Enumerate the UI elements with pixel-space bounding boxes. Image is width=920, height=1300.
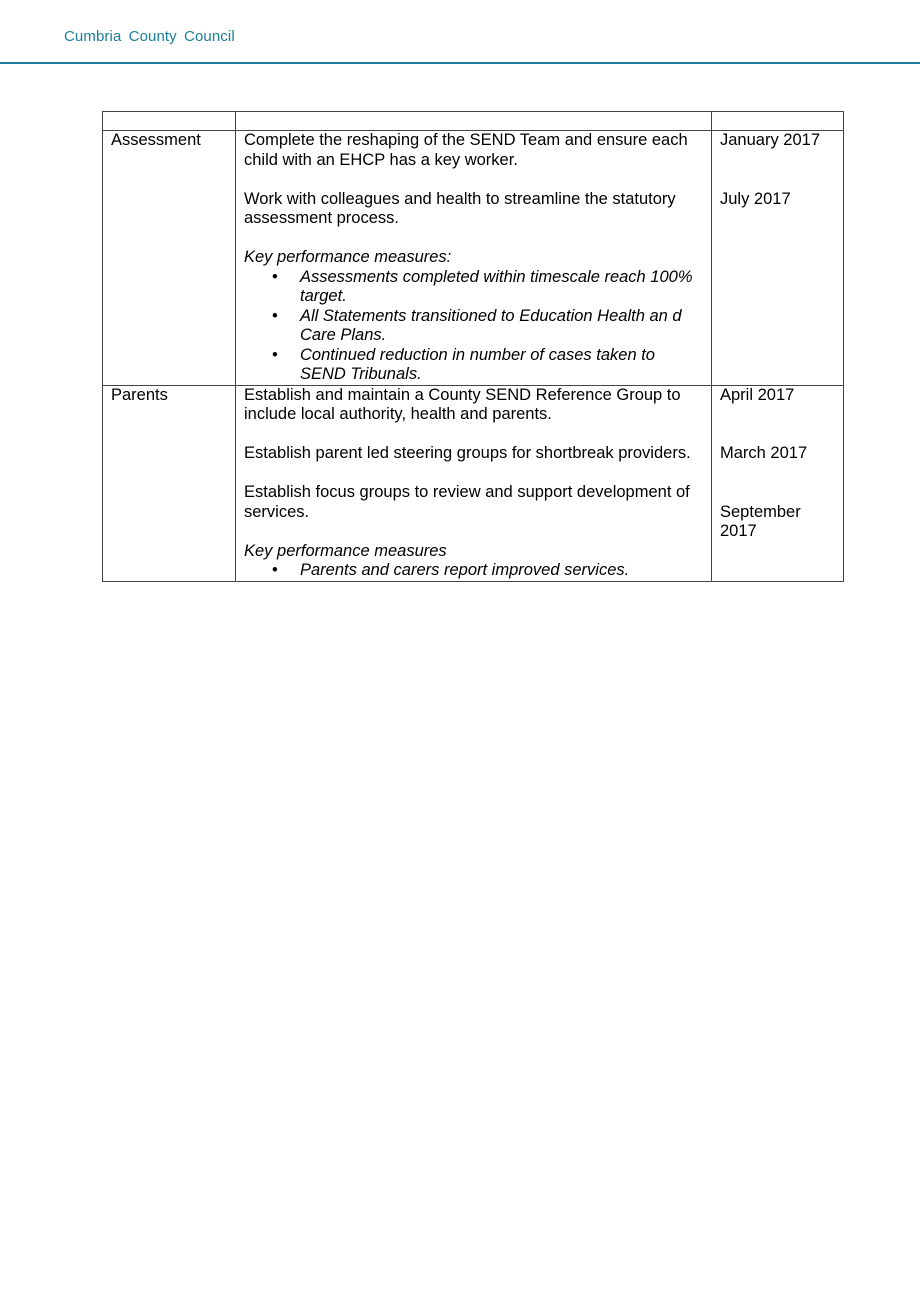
area-cell: [103, 385, 236, 581]
organisation-name: Cumbria County Council: [64, 28, 235, 45]
kpm-list: [244, 561, 704, 581]
kpm-heading: Key performance measures: [244, 541, 447, 560]
area-label: Assessment: [111, 131, 201, 149]
area-label: Parents: [111, 385, 168, 404]
target-date: September 2017: [720, 502, 801, 540]
actions-cell: [236, 131, 712, 386]
table-row: [103, 131, 844, 386]
kpm-item-text: Assessments completed within timescale reach 100% target.: [300, 267, 693, 305]
header-cell-area: [103, 112, 236, 131]
action-text: Establish focus groups to review and support development of services.: [244, 483, 690, 521]
header-cell-dates: [712, 112, 844, 131]
dates-cell: [712, 385, 844, 581]
target-date: July 2017: [720, 189, 791, 208]
target-date: April 2017: [720, 385, 795, 404]
list-item: [244, 268, 704, 307]
bullet-icon: •: [272, 267, 278, 286]
dates-cell: [712, 131, 844, 386]
page-header: [0, 0, 920, 64]
action-plan-table: [102, 111, 844, 582]
table-row: [103, 385, 844, 581]
kpm-item-text: Parents and carers report improved services.: [300, 561, 630, 579]
bullet-icon: •: [272, 306, 278, 325]
action-text: Establish parent led steering groups for shortbreak providers.: [244, 444, 691, 462]
list-item: [244, 346, 704, 385]
list-item: [244, 561, 704, 581]
kpm-item-text: Continued reduction in number of cases taken to SEND Tribunals.: [300, 345, 655, 383]
action-text: Complete the reshaping of the SEND Team and ensure each child with an EHCP has a key worker.: [244, 131, 688, 169]
target-date: March 2017: [720, 444, 808, 462]
kpm-list: [244, 268, 704, 385]
table-header-row: [103, 112, 844, 131]
actions-cell: [236, 385, 712, 581]
bullet-icon: •: [272, 345, 278, 364]
action-text: Establish and maintain a County SEND Reference Group to include local authority, health and parents.: [244, 385, 681, 423]
area-cell: [103, 131, 236, 386]
action-text: Work with colleagues and health to streamline the statutory assessment process.: [244, 189, 676, 227]
header-cell-actions: [236, 112, 712, 131]
target-date: January 2017: [720, 131, 820, 149]
bullet-icon: •: [272, 561, 278, 579]
kpm-heading: Key performance measures:: [244, 248, 452, 266]
list-item: [244, 307, 704, 346]
kpm-item-text: All Statements transitioned to Education Health an d Care Plans.: [300, 306, 682, 344]
